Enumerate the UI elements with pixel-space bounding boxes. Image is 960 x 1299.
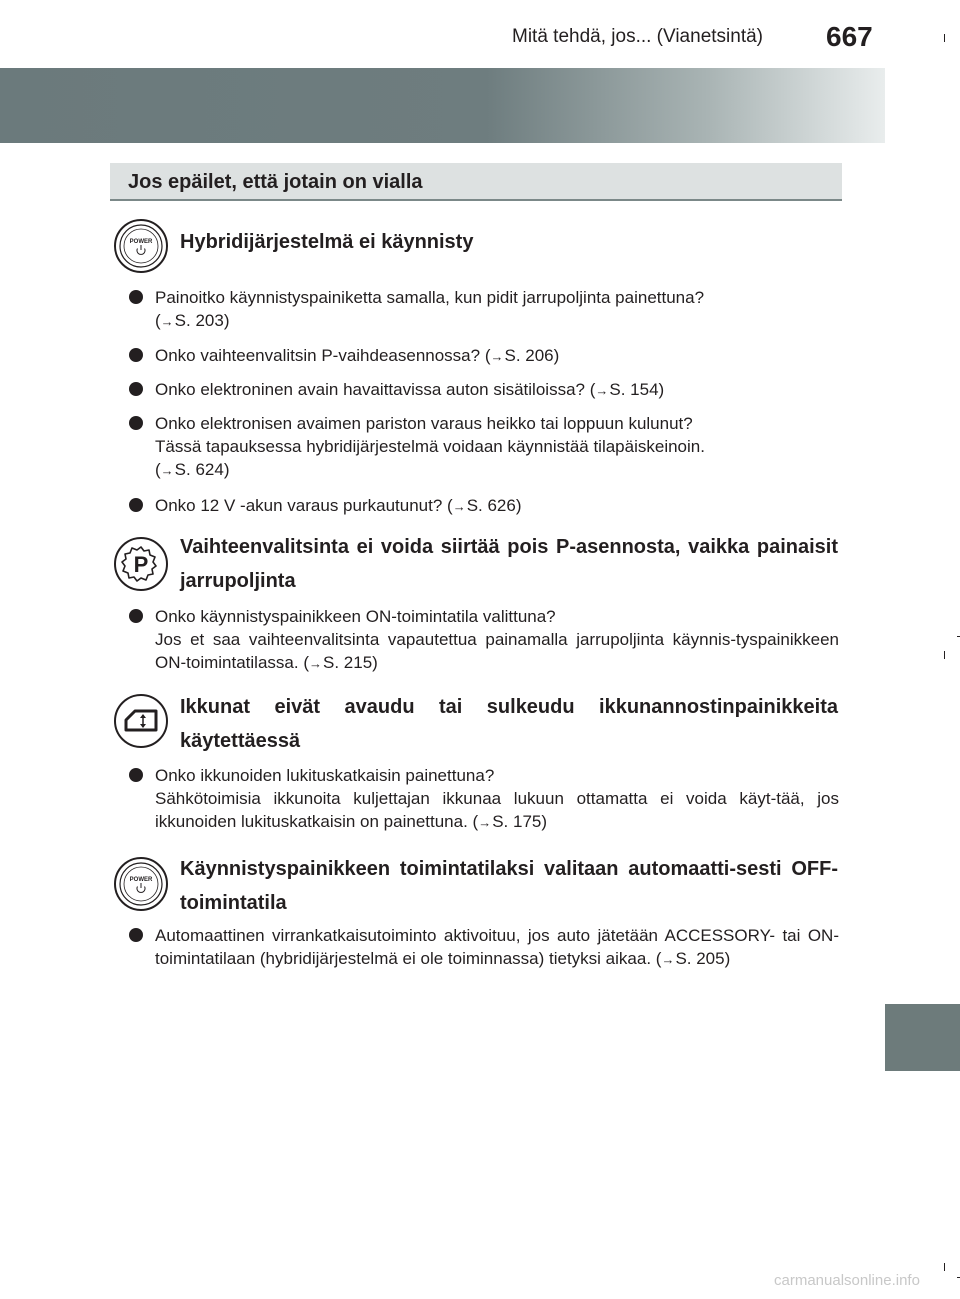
item-text: Automaattinen virrankatkaisutoiminto aktivoituu, jos auto jätetään ACCESSORY- tai ON-toimintatilaan (hybridijärjestelmä ei ole toiminnassa) tietyksi aikaa.	[155, 926, 839, 968]
crop-mark	[944, 34, 945, 42]
power-label: POWER	[129, 239, 153, 245]
item-text: Painoitko käynnistyspainiketta samalla, kun pidit jarrupoljinta painettuna?	[155, 288, 705, 307]
section-banner	[110, 163, 842, 201]
list-item: Onko ikkunoiden lukituskatkaisin painettuna? Sähkötoimisia ikkunoita kuljettajan ikkunaa lukuun ottamatta ei voida käyt-tää, jos ikkunoiden lukituskatkaisin on painettuna. (→S. 175)	[129, 764, 839, 834]
power-button-icon	[113, 218, 169, 274]
page-number: 667	[826, 21, 873, 52]
page-reference-link[interactable]: S. 215	[323, 653, 373, 672]
watermark: carmanualsonline.info	[774, 1272, 920, 1289]
item-text: Onko käynnistyspainikkeen ON-toimintatila valittuna?	[155, 607, 556, 626]
item-text: Onko ikkunoiden lukituskatkaisin painettuna?	[155, 766, 495, 785]
item-text: Onko elektroninen avain havaittavissa auton sisätiloissa?	[155, 380, 585, 399]
page-reference-link[interactable]: S. 154	[609, 380, 659, 399]
power-window-icon	[113, 693, 169, 749]
item-text: Onko 12 V -akun varaus purkautunut?	[155, 496, 443, 515]
arrow-icon: →	[490, 349, 504, 364]
bullet-icon	[129, 928, 143, 942]
bullet-icon	[129, 382, 143, 396]
page-reference-link[interactable]: S. 624	[174, 460, 224, 479]
list-item: Onko elektroninen avain havaittavissa auton sisätiloissa? (→S. 154)	[129, 378, 839, 402]
arrow-icon: →	[661, 952, 675, 967]
arrow-icon: →	[452, 499, 466, 514]
page-reference-link[interactable]: S. 626	[466, 496, 516, 515]
shift-p-gear-icon	[113, 536, 169, 592]
heading-auto-power-off: Käynnistyspainikkeen toimintatilaksi valitaan automaatti-sesti OFF-toimintatila	[180, 858, 838, 914]
arrow-icon: →	[478, 815, 492, 830]
page-reference-link[interactable]: S. 206	[504, 346, 554, 365]
arrow-icon: →	[309, 656, 322, 671]
list-item: Onko elektronisen avaimen pariston varaus heikko tai loppuun kulunut? Tässä tapauksessa hybridijärjestelmä voidaan käynnistää tilapäiskeinoin. (→S. 624)	[129, 412, 839, 482]
bullet-icon	[129, 416, 143, 430]
heading-windows-not-working: Ikkunat eivät avaudu tai sulkeudu ikkunannostinpainikkeita käytettäessä	[180, 696, 838, 752]
running-header-title: Mitä tehdä, jos... (Vianetsintä)	[512, 26, 763, 47]
item-text: Onko elektronisen avaimen pariston varaus heikko tai loppuun kulunut?	[155, 414, 693, 433]
arrow-icon: →	[160, 314, 174, 329]
item-text: Onko vaihteenvalitsin P-vaihdeasennossa?	[155, 346, 481, 365]
section-title: Jos epäilet, että jotain on vialla	[128, 171, 423, 193]
power-label: POWER	[129, 877, 153, 883]
list-item: Painoitko käynnistyspainiketta samalla, kun pidit jarrupoljinta painettuna? (→S. 203)	[129, 286, 839, 333]
p-label: P	[133, 552, 149, 577]
bullet-icon	[129, 609, 143, 623]
page-reference-link[interactable]: S. 205	[675, 949, 725, 968]
bullet-icon	[129, 290, 143, 304]
arrow-icon: →	[595, 383, 609, 398]
arrow-icon: →	[160, 463, 174, 478]
item-text-detail: Jos et saa vaihteenvalitsinta vapautettua painamalla jarrupoljinta käynnis-tyspainikkeen ON-toimintatilassa.	[155, 630, 839, 672]
crop-mark	[944, 651, 945, 659]
heading-shift-lever-stuck: Vaihteenvalitsinta ei voida siirtää pois P-asennosta, vaikka painaisit jarrupoljinta	[180, 536, 838, 592]
list-item: Automaattinen virrankatkaisutoiminto aktivoituu, jos auto jätetään ACCESSORY- tai ON-toimintatilaan (hybridijärjestelmä ei ole toiminnassa) tietyksi aikaa. (→S. 205)	[129, 924, 839, 971]
crop-mark	[944, 1263, 945, 1271]
header-band	[0, 68, 885, 143]
bullet-icon	[129, 348, 143, 362]
item-text-detail: Tässä tapauksessa hybridijärjestelmä voidaan käynnistää tilapäiskeinoin.	[155, 437, 705, 456]
list-item: Onko käynnistyspainikkeen ON-toimintatila valittuna? Jos et saa vaihteenvalitsinta vapautettua painamalla jarrupoljinta käynnis-tyspainikkeen ON-toimintatilassa. (→S. 215)	[129, 605, 839, 675]
power-button-icon	[113, 856, 169, 912]
bullet-icon	[129, 768, 143, 782]
list-item: Onko 12 V -akun varaus purkautunut? (→S. 626)	[129, 494, 839, 518]
heading-hybrid-not-starting: Hybridijärjestelmä ei käynnisty	[180, 231, 474, 253]
page-reference-link[interactable]: S. 175	[492, 812, 542, 831]
chapter-side-tab	[885, 1004, 960, 1071]
bullet-icon	[129, 498, 143, 512]
list-item: Onko vaihteenvalitsin P-vaihdeasennossa? (→S. 206)	[129, 344, 839, 368]
item-text-detail: Sähkötoimisia ikkunoita kuljettajan ikkunaa lukuun ottamatta ei voida käyt-tää, jos ikkunoiden lukituskatkaisin on painettuna.	[155, 789, 839, 831]
page-reference-link[interactable]: S. 203	[174, 311, 224, 330]
